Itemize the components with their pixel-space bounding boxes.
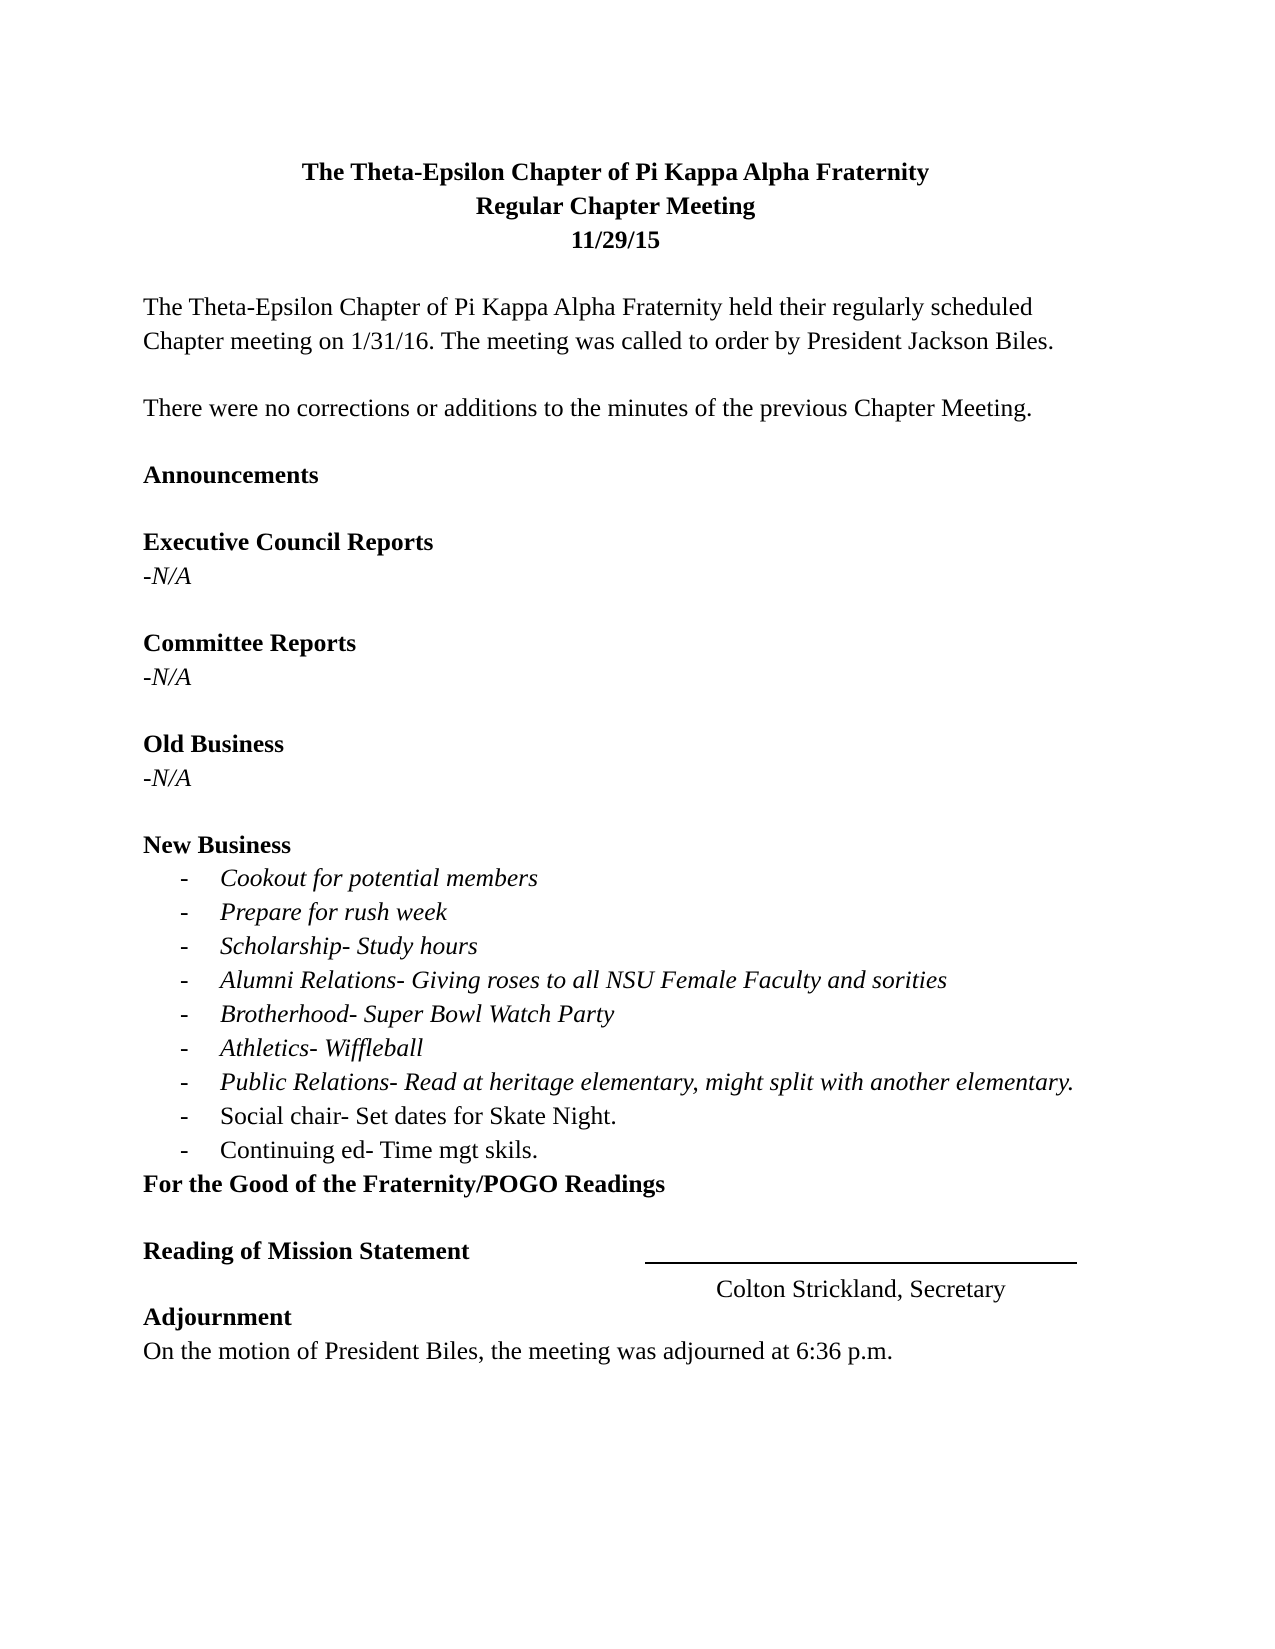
spacer — [143, 425, 1088, 458]
heading-good-of-the-fraternity: For the Good of the Fraternity/POGO Readings — [143, 1168, 666, 1198]
list-bullet-dash: - — [180, 1032, 189, 1062]
list-item — [143, 929, 1088, 963]
list-item-label: Alumni Relations- Giving roses to all NSU Female Faculty and sorities — [220, 965, 948, 995]
list-item — [143, 1065, 1088, 1099]
list-item — [143, 1099, 1088, 1133]
list-item — [143, 895, 1088, 929]
heading-executive-council-reports: Executive Council Reports — [143, 527, 434, 557]
new-business-list — [143, 861, 1088, 1166]
heading-adjournment: Adjournment — [143, 1302, 292, 1332]
executive-council-reports-value: -N/A — [143, 561, 192, 590]
list-item-label: Brotherhood- Super Bowl Watch Party — [220, 999, 615, 1029]
list-item-label: Cookout for potential members — [220, 863, 539, 893]
title-line-date: 11/29/15 — [570, 225, 661, 255]
list-item — [143, 861, 1088, 895]
corrections-paragraph: There were no corrections or additions to the minutes of the previous Chapter Meeting. — [143, 393, 1033, 423]
adjournment-paragraph: On the motion of President Biles, the meeting was adjourned at 6:36 p.m. — [143, 1336, 893, 1366]
spacer — [143, 694, 1088, 727]
list-bullet-dash: - — [180, 931, 189, 961]
list-item — [143, 997, 1088, 1031]
document-body — [143, 155, 1088, 1368]
old-business-value: -N/A — [143, 762, 192, 792]
heading-reading-of-mission-statement: Reading of Mission Statement — [143, 1235, 470, 1265]
spacer — [143, 1201, 1088, 1234]
list-bullet-dash: - — [180, 1066, 189, 1096]
list-item-label: Athletics- Wiffleball — [220, 1032, 424, 1062]
list-bullet-dash: - — [180, 965, 189, 995]
spacer — [143, 358, 1088, 391]
list-bullet-dash: - — [180, 1134, 189, 1164]
title-line-chapter: The Theta-Epsilon Chapter of Pi Kappa Alpha Fraternity — [301, 157, 930, 186]
list-item-label: Scholarship- Study hours — [220, 931, 478, 961]
spacer — [143, 795, 1088, 828]
list-item — [143, 963, 1088, 997]
signature-name: Colton Strickland, Secretary — [716, 1274, 1006, 1303]
list-item-label: Prepare for rush week — [220, 897, 447, 927]
list-item-label: Social chair- Set dates for Skate Night. — [220, 1100, 617, 1130]
spacer — [143, 593, 1088, 626]
list-item — [143, 1133, 1088, 1167]
committee-reports-value: -N/A — [143, 661, 192, 691]
list-bullet-dash: - — [180, 897, 189, 927]
signature-block — [645, 1262, 1077, 1306]
title-line-meeting-type: Regular Chapter Meeting — [475, 191, 756, 221]
heading-announcements: Announcements — [143, 460, 319, 490]
spacer — [143, 492, 1088, 525]
list-bullet-dash: - — [180, 863, 189, 893]
list-item — [143, 1031, 1088, 1065]
list-item-label: Continuing ed- Time mgt skils. — [220, 1134, 539, 1164]
list-bullet-dash: - — [180, 1100, 189, 1130]
heading-new-business: New Business — [143, 829, 292, 859]
heading-committee-reports: Committee Reports — [143, 627, 357, 657]
heading-old-business: Old Business — [143, 728, 285, 758]
intro-paragraph: The Theta-Epsilon Chapter of Pi Kappa Alpha Fraternity held their regularly scheduled Chapter meeting on 1/31/16. The meeting was called to order by President Jackson Biles. — [143, 292, 1054, 356]
document-title-block — [143, 155, 1088, 257]
list-item-label: Public Relations- Read at heritage elementary, might split with another elementary. — [220, 1066, 1075, 1096]
spacer — [143, 257, 1088, 290]
list-bullet-dash: - — [180, 999, 189, 1029]
